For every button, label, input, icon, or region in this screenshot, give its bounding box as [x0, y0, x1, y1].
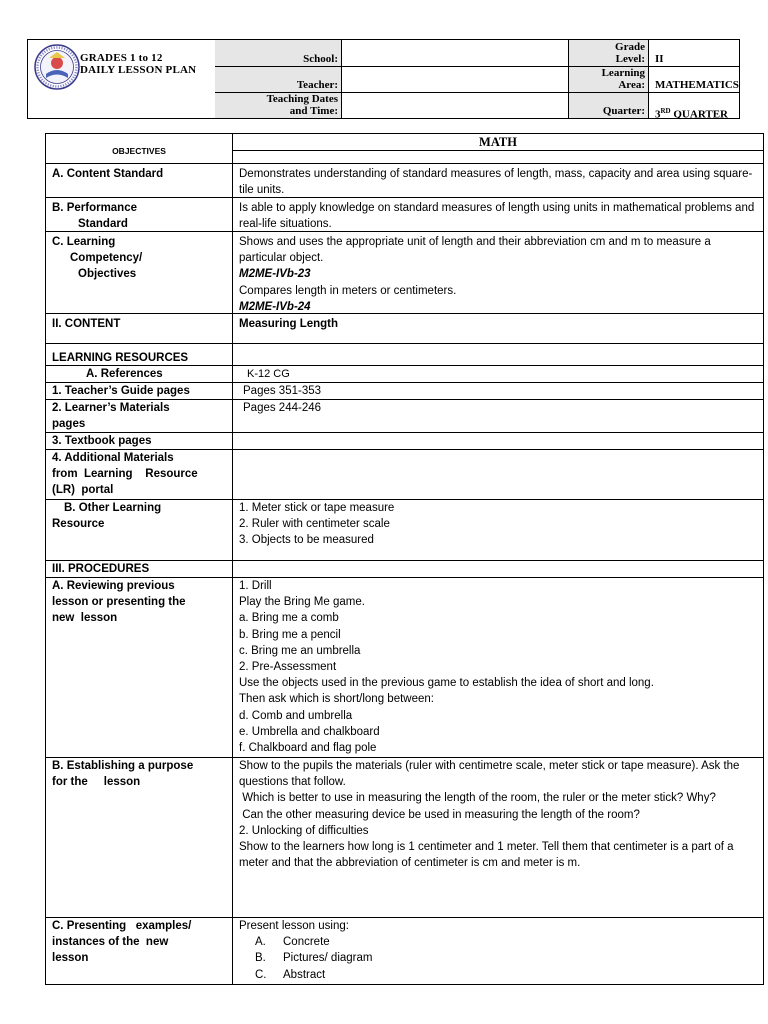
presenting-item-text: Concrete — [283, 936, 330, 949]
competency-text-1: Shows and uses the appropriate unit of length and their abbreviation cm and m to measure a particular object. — [239, 236, 711, 265]
purpose-value[interactable] — [233, 758, 763, 917]
subject-cell — [233, 134, 763, 163]
area-field[interactable] — [649, 67, 739, 93]
quarter-word: QUARTER — [670, 108, 728, 121]
area-label-line2: Area: — [618, 79, 645, 91]
reviewing-line: b. Bring me a pencil — [239, 628, 341, 641]
teacher-field[interactable] — [342, 67, 569, 93]
purpose-row — [46, 758, 763, 918]
reviewing-row — [46, 578, 763, 758]
dates-field[interactable] — [342, 93, 569, 118]
deped-seal-icon — [34, 44, 80, 90]
reviewing-line: Play the Bring Me game. — [239, 596, 365, 609]
additional-materials-row — [46, 450, 763, 500]
other-label-line1: B. Other Learning — [64, 502, 162, 514]
title-line-grades: GRADES 1 to 12 — [80, 52, 163, 64]
lm-label-line2: pages — [52, 418, 86, 431]
objectives-label: OBJECTIVES — [46, 134, 233, 163]
purpose-line: Show to the learners how long is 1 centimeter and 1 meter. Tell them that centimeter is a part of a meter and that the abbreviation of centimeter is cm and meter is m. — [239, 841, 734, 870]
performance-standard-label — [46, 198, 233, 231]
other-item: 3. Objects to be measured — [239, 534, 374, 547]
additional-materials-label — [46, 450, 233, 499]
content-row — [46, 314, 763, 344]
purpose-label-line2: for the lesson — [52, 776, 141, 789]
presenting-label-line3: lesson — [52, 952, 89, 965]
competency-row — [46, 232, 763, 314]
quarter-label: Quarter: — [602, 105, 645, 117]
dates-label-line1: Teaching Dates — [266, 93, 338, 105]
quarter-label-cell — [569, 93, 649, 118]
competency-text-2: Compares length in meters or centimeters. — [239, 284, 457, 297]
presenting-label — [46, 918, 233, 984]
purpose-label — [46, 758, 233, 917]
additional-label-line3: (LR) portal — [52, 484, 114, 497]
reviewing-line: Use the objects used in the previous game to establish the idea of short and long. — [239, 677, 654, 690]
teachers-guide-label: 1. Teacher’s Guide pages — [46, 383, 233, 399]
title-line-dlp: DAILY LESSON PLAN — [80, 64, 197, 76]
area-label-cell — [569, 67, 649, 93]
presenting-list — [239, 934, 757, 983]
competency-code-1: M2ME-IVb-23 — [239, 268, 311, 281]
lesson-plan-title — [80, 52, 196, 76]
quarter-number: 3 — [655, 108, 661, 121]
presenting-value[interactable] — [233, 918, 763, 984]
purpose-label-line1: B. Establishing a purpose — [52, 760, 194, 772]
presenting-item-text: Pictures/ diagram — [283, 952, 373, 965]
other-item: 1. Meter stick or tape measure — [239, 502, 395, 514]
header-logo-cell — [28, 40, 216, 118]
grade-label-line2: Level: — [615, 53, 645, 65]
reviewing-line: e. Umbrella and chalkboard — [239, 725, 380, 738]
purpose-line: Can the other measuring device be used in measuring the length of the room? — [239, 808, 640, 821]
reviewing-line: a. Bring me a comb — [239, 612, 339, 625]
learners-materials-row — [46, 400, 763, 433]
competency-label-line2: Competency/ — [70, 252, 143, 265]
procedures-value — [233, 561, 763, 577]
purpose-line: Show to the pupils the materials (ruler with centimetre scale, meter stick or tape measure). Ask the questions that follow. — [239, 760, 740, 789]
reviewing-line: c. Bring me an umbrella — [239, 644, 361, 657]
teacher-label-cell — [215, 67, 342, 93]
additional-materials-value[interactable] — [233, 450, 763, 499]
other-label-line2: Resource — [52, 518, 105, 531]
lm-label-line1: 2. Learner’s Materials — [52, 402, 170, 414]
competency-label-line3: Objectives — [78, 268, 137, 281]
competency-label-line1: C. Learning — [52, 236, 116, 248]
subject-title: MATH — [233, 134, 763, 151]
learning-resources-row — [46, 344, 763, 366]
grade-value: II — [655, 53, 664, 65]
lesson-plan-table — [45, 133, 764, 985]
grade-label-line1: Grade — [615, 41, 645, 53]
area-value: MATHEMATICS — [655, 79, 739, 91]
content-standard-label: A. Content Standard — [46, 164, 233, 197]
learners-materials-value[interactable]: Pages 244-246 — [243, 402, 322, 414]
purpose-line: 2. Unlocking of difficulties — [239, 824, 369, 837]
competency-label — [46, 232, 233, 313]
content-standard-value[interactable]: Demonstrates understanding of standard measures of length, mass, capacity and area using square-tile units. — [239, 168, 753, 197]
learners-materials-label — [46, 400, 233, 432]
presenting-item-text: Abstract — [283, 968, 326, 981]
area-label-line1: Learning — [601, 67, 645, 79]
presenting-item-marker: C. — [255, 968, 267, 981]
objectives-header-row — [46, 134, 763, 164]
presenting-label-line2: instances of the new — [52, 936, 169, 949]
reviewing-line: d. Comb and umbrella — [239, 709, 353, 722]
teacher-label: Teacher: — [296, 79, 338, 91]
reviewing-label-line3: new lesson — [52, 612, 118, 625]
reviewing-label — [46, 578, 233, 757]
performance-standard-value[interactable]: Is able to apply knowledge on standard measures of length using units in mathematical problems and real-life situations. — [239, 202, 755, 231]
presenting-item — [239, 967, 757, 983]
content-value[interactable]: Measuring Length — [239, 318, 339, 330]
presenting-intro: Present lesson using: — [239, 920, 349, 932]
references-row — [46, 366, 763, 383]
grade-label-cell — [569, 40, 649, 67]
dates-label-cell — [215, 93, 342, 118]
teachers-guide-value[interactable]: Pages 351-353 — [243, 385, 322, 397]
quarter-field[interactable] — [649, 93, 739, 121]
other-resources-value[interactable] — [233, 500, 763, 560]
additional-label-line2: from Learning Resource — [52, 468, 198, 481]
references-value[interactable]: K-12 CG — [247, 368, 290, 380]
other-resources-row — [46, 500, 763, 561]
additional-label-line1: 4. Additional Materials — [52, 452, 174, 464]
other-resources-label — [46, 500, 233, 560]
quarter-value — [649, 93, 739, 121]
other-item: 2. Ruler with centimeter scale — [239, 518, 390, 531]
reviewing-line: f. Chalkboard and flag pole — [239, 742, 377, 755]
competency-value[interactable] — [233, 232, 763, 313]
presenting-item-marker: A. — [255, 936, 266, 949]
reviewing-line: Then ask which is short/long between: — [239, 693, 434, 706]
reviewing-line: 1. Drill — [239, 580, 272, 592]
presenting-item — [239, 934, 757, 950]
reviewing-value[interactable] — [233, 578, 763, 757]
presenting-item-marker: B. — [255, 952, 266, 965]
content-standard-row — [46, 164, 763, 198]
performance-label-line2: Standard — [78, 218, 128, 231]
purpose-line: Which is better to use in measuring the length of the room, the ruler or the meter stick? Why? — [239, 792, 716, 805]
lesson-plan-header — [27, 39, 740, 119]
reviewing-label-line2: lesson or presenting the — [52, 596, 186, 609]
textbook-row — [46, 433, 763, 450]
dates-label-line2: and Time: — [289, 105, 338, 117]
performance-label-line1: B. Performance — [52, 202, 138, 214]
teachers-guide-row — [46, 383, 763, 400]
reviewing-line: 2. Pre-Assessment — [239, 661, 337, 674]
grade-field[interactable] — [649, 40, 739, 67]
procedures-label: III. PROCEDURES — [46, 561, 233, 577]
learning-resources-value — [233, 344, 763, 365]
presenting-item — [239, 950, 757, 966]
learning-resources-label: LEARNING RESOURCES — [46, 344, 233, 365]
quarter-ordinal: RD — [660, 107, 671, 115]
school-label: School: — [303, 53, 338, 65]
performance-standard-row — [46, 198, 763, 232]
reviewing-label-line1: A. Reviewing previous — [52, 580, 175, 592]
textbook-value[interactable] — [233, 433, 763, 449]
content-label: II. CONTENT — [46, 314, 233, 343]
school-field[interactable] — [342, 40, 569, 67]
presenting-label-line1: C. Presenting examples/ — [52, 920, 192, 932]
references-label: A. References — [46, 366, 233, 382]
procedures-row — [46, 561, 763, 578]
presenting-row — [46, 918, 763, 984]
textbook-label: 3. Textbook pages — [46, 433, 233, 449]
school-label-cell — [215, 40, 342, 67]
competency-code-2: M2ME-IVb-24 — [239, 300, 311, 313]
